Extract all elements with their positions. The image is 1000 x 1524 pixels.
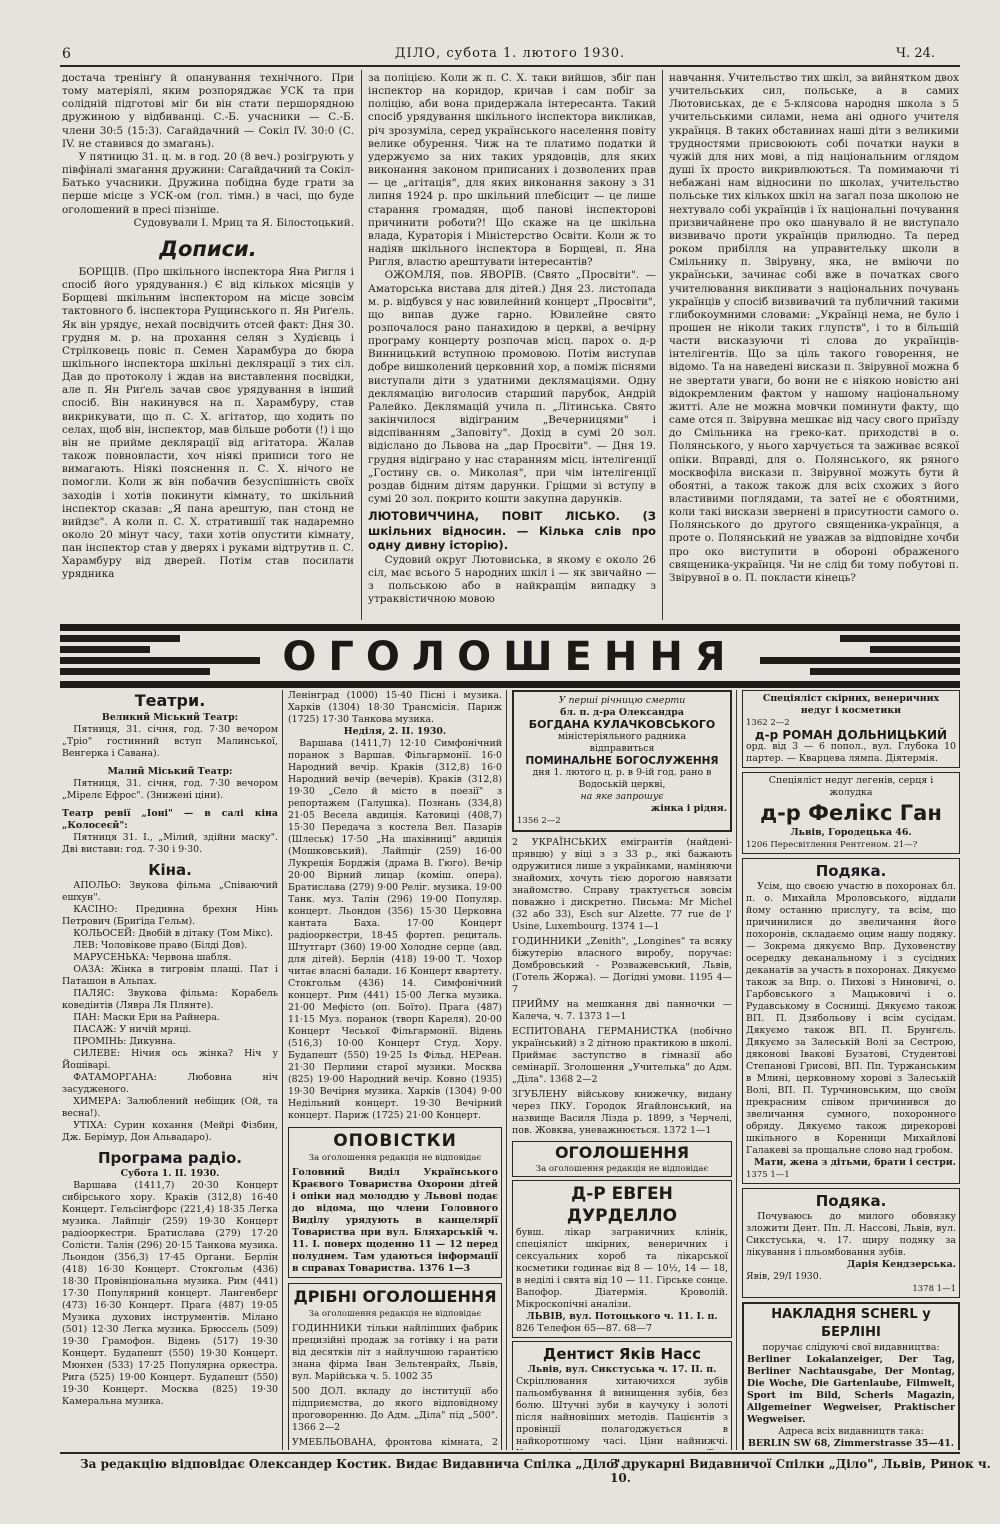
cinema-item: ПАЛЯС: Звукова фільма: Корабель коведінтів (Лявра Ля Плянте). [62,988,278,1011]
memorial-line: жінка і рідня. [650,803,727,814]
ad-code: 1206 Пересвітлення Рентгеном. 21—? [746,840,918,850]
memorial-line: дня 1. лютого ц. р. в 9-ій год. рано в Водоській церкві, [532,767,712,790]
sport-paragraph: У пятницю 31. ц. м. в год. 20 (8 веч.) розігрують у півфіналі змагання дружини: Сагайдачний та Сокіл-Батько учасники. Дружина побідна буде грати за перше місце з УСК-ом (гол. тімн.) в часі, що буде оголошений в пресі пізніше. [62,150,354,216]
dentist-ad [512,1341,732,1450]
memorial-line: на яке запрошує [580,791,664,802]
theatre-program: Пятниця, 31. січня, год. 7·30 вечором „Мірелє Ефрос". (Знижені ціни). [62,778,278,801]
doctor-ad [742,690,960,768]
doctor-ad [512,1180,732,1338]
memorial-line: міністеріяльного радника [557,731,687,742]
cinema-item: ОАЗА: Жінка в тигровім плащі. Пат і Паташон в Альпах. [62,964,278,987]
notice-text: Головний Виділ Українського Краєвого Товариства Охорони дітей і опіки над молоддю у Львові подає до відома, що члени Головного Виділу урядують в канцелярії Товариства при вул. Бляхарській ч. 11. І. поверх щоденно 11 — 12 перед полуднем. Там удаються інформації в справах Товариства. 1376 1—3 [292,1167,498,1274]
issue-number: Ч. 24. [896,46,935,61]
publisher-text: поручає слідуючі свої видавництва: [762,1342,940,1353]
doctor-specialty: Спеціяліст скірних, венеричних недуг і косметики [762,693,940,716]
ad-code: 1356 2—2 [517,816,561,826]
column-divider [282,690,283,1450]
ads-column-2 [288,690,502,1450]
classified-ad: УМЕБЛЬОВАНА, фронтова кімната, 2 [292,1437,498,1448]
doctor-name: Д-Р ЕВГЕН ДУРДЕЛЛО [566,1184,678,1226]
thanks-text: Почуваюсь до милого обовязку зложити Дент. Пп. Л. Нассові, Львів, вул. Сикстуська, ч. 17. щиру подяку за лікування і пльомбовання зубів. [746,1211,956,1258]
doctor-name: д-р Фелікс Ган [760,801,942,825]
cinema-item: ЛЕВ: Чоловікове право (Білді Дов). [73,940,248,951]
column-1 [62,72,354,620]
header-rule [60,65,960,67]
banner-title: ОГОЛОШЕННЯ [282,634,738,680]
section-heading: Дописи. [159,236,257,261]
article-continued: за поліцією. Коли ж п. С. Х. таки вийшов, збіг пан інспектор на коридор, кричав і сам побіг за поліцію, аби вона придержала інтересанта. Такий спосіб урядування шкільного інспектора викликав, річ зрозуміла, серед українського населення повіту велике обурення. Чиж на те платимо податки й удержуємо за них таких урядовців, для яких виконання законом приписаних і дозволених прав — це „агітація", для яких виконання закону з 31 липня 1924 р. про шкільний плебісцит — це лише старання громадян, щоб панові інспекторові причинити роботи?! Що скаже на це шкільна влада, Кураторія і Міністерство Освіти. Коли ж то надіяв шкільного інспектора в Борщеві, п. Яна Ригля, властю арештувати інтересантів? [368,72,656,269]
memorial-line: бл. п. д-ра Олександра [560,707,684,718]
ads-disclaimer: За оголошення редакція не відповідає [535,1164,709,1174]
theatres-heading: Театри. [134,691,206,710]
thanks-heading: Подяка. [815,1192,887,1210]
memorial-line: відправиться [589,743,655,754]
radio-program: Ленінград (1000) 15·40 Пісні і музика. Харків (1304) 18·30 Трансмісія. Париж (1725) 17·30 Танкова музика. [288,690,502,725]
radio-date: Субота 1. II. 1930. [120,1168,220,1179]
classifieds-disclaimer: За оголошення редакція не відповідає [308,1309,482,1319]
classifieds-box [288,1283,502,1450]
ad-code: 1378 1—1 [912,1284,956,1294]
classified-ad: ЗГУБЛЕНУ військову книжечку, видану через ПКУ. Городок Ягайлонський, на назвище Василя Лізда р. 1899, з Черчелі, пов. Жовква, уневажнюється. 1372 1—1 [512,1089,732,1136]
publisher-address: BERLIN SW 68, Zimmerstrasse 35—41. [747,1438,955,1449]
publisher-text: Адреса всіх видавництв така: [778,1426,924,1437]
article-continued: навчання. Учительство тих шкіл, за вийнятком двох учительських сил, польське, а в самих Лютовиськах, де є 5-клясова народня школа з 5 учительськими силами, нема ані одного учителя українця. В таких обставинах наші діти з великими трудностями присвоюють собі початки науки в чужій для них мові, а під національним оглядом душі їх просто викривлюються. Та помимаючи ті небажані нам відносини по школах, учительство польське тих кількох шкіл на загал поза школою не нехтувало собі українців і їх національні почування призвичайнене про око шанувало й не виступало визвивачо проти українців прилюдно. Та перед роком прибілля на управительку школи в Смільнику п. Звірувну, яка, не вміючи по українськи, зачинає собі вже в початках свого учителювання викпивати з національних почувань українців у спосіб визвивачий та публичний такими глибокоумними словами: „Українці нема, не було і прошен не ніколи таких глупств", і то в більшій части висказуючи ті слова до українців-інтелігентів. Що за ціль такого говорення, не відомо. Та на наведені вискази п. Звірувної можна б не звертати уваги, бо вони не є ніякою новістю ані відокремленим фактом у нашому національному житті. Але не можна мовчки поминути факту, що саме отся п. Звірувна мешкає від часу свого приїзду до Смільника на греко-кат. приходстві в о. Полянського, у нього харчується та заживає всякої опіки. Вправді, для о. Полянського, як ряного москвофіла вискази п. Звірувної можуть бути й обоятні, а також також для всіх схожих з його властивими поглядами, та затеї не є обоятними, коли такі вискази звернені в присутности самого о. Полянського до другого священика-українця, а проте о. Полянський не уважав за відповідне хочби про око виступити в обороні ображеного священика-українця. Чи не слід би тому побутові п. Звірувної в о. П. покласти кінець? [669,72,959,584]
cinema-item: АПОЛЬО: Звукова фільма „Співаючий ешхун". [62,880,278,903]
doctor-name: д-р РОМАН ДОЛЬНИЦЬКИЙ [754,728,948,742]
page-number: 6 [62,46,71,62]
cinema-item: КОЛЬОСЕЙ: Двобій в дітаку (Том Мікс). [73,928,274,939]
cinema-item: ФАТАМОРГАНА: Любовна ніч засудженого. [62,1072,278,1095]
doctor-details: бувш. лікар заграничних клінік, спеціяліст шкірних, венеричних і сексуальних хороб та лікарської косметики годинає від 8 — 10½, 14 — 18, в неділі і свята від 10 — 11. Гірське сонце. Вапофор. Діатермія. Кроволій. Мікроскопічні аналізи. [516,1227,728,1310]
doctor-specialty: Спеціяліст недуг легенів, серця і жолудка [768,775,934,798]
thanks-signature: Мати, жена з дітьми, брати і сестри. [754,1157,956,1168]
doctor-address: Львів, Городецька 46. [790,827,912,838]
notices-disclaimer: За оголошення редакція не відповідає [308,1153,482,1163]
article-lutovychchyna: Судовий округ Лютовиська, в якому є около 26 сіл, має всього 5 народних шкіл і — як звичайно — з польською або в найкращім випадку з утраквістичною мовою [368,553,656,606]
ads-column-1 [62,690,278,1450]
dentist-name: Дентист Яків Насс [543,1345,701,1364]
cinema-item: ХИМЕРА: Залюблений небіщик (Ой, та весна!). [62,1096,278,1119]
sport-paragraph: достача тренінґу й опанування технічного. При тому матеріялі, яким розпоряджає УСК та при солідній підготові міг би він стати першорядною дружиною у відбиванці. С.-Б. учасники — С.-Б. члени 30:5 (15:3). Сагайдачний — Сокіл IV. 30:0 (С. IV. не ставився до змагань). [62,72,354,150]
radio-program: Варшава (1411,7) 20·30 Концерт сибірського хору. Краків (312,8) 16·40 Концерт. Гельсінгфорс (221,4) 18·35 Легка музика. Лайпціг (259) 19·30 Концерт радіооркестри. Братислава (279) 17·20 Солісти. Талін (296) 20·15 Танкова музика. Льондон (356,3) 17·45 Органи. Берлін (418) 16·30 Концерт. Стокгольм (436) 18·30 Провінціональна музика. Рим (441) 17·30 Популярний концерт. Лангенберг (473) 16·30 Концерт. Прага (487) 19·05 Музика духових інструментів. Мілано (501) 12·30 Легка музика. Брюссель (509) 19·30 Грамофон. Відень (517) 19·30 Концерт. Будапешт (550) 19·30 Концерт. Мюнхен (533) 17·25 Популярна оркестра. Рига (525) 19·00 Концерт. Будапешт (550) 19·30 Концерт. Москва (825) 19·30 Камеральна музика. [62,1180,278,1407]
radio-heading: Програма радіо. [97,1149,243,1167]
classifieds-heading: ДРІБНІ ОГОЛОШЕННЯ [293,1287,497,1306]
footer-printer: З друкарні Видавничої Спілки „Діло", Львів, Ринок ч. 10. [610,1457,991,1485]
thanks-date: Явів, 29/І 1930. [746,1271,822,1282]
theatre-name: Великий Міський Театр: [101,712,239,723]
footer-rule [60,1452,960,1454]
column-divider [361,70,362,620]
memorial-line: ПОМИНАЛЬНЕ БОГОСЛУЖЕННЯ [525,755,719,767]
referees-line: Судовували І. Мриц та Я. Білостоцький. [133,216,354,229]
theatre-program: Пятниця, 31. січня, год. 7·30 вечором „Тріо" гостинний вступ Малинської, Венгерка і Савана). [62,724,278,759]
ads-banner [60,624,960,688]
ad-code: 1375 1—1 [746,1170,790,1180]
column-3 [669,72,959,620]
article-borshchiv: БОРЩІВ. (Про шкільного інспектора Яна Ригля і спосіб його урядування.) Є від кількох місяців у Борщеві шкільним інспектором на місце зовсім тактовного б. інспектора Рущинського п. Ян Риґель. Як він урядує, нехай посвідчить отсей факт: Дня 30. грудня м. р. на прохання селян з Худієвць і Стрілковець повіс п. Семен Харамбура до бюра шкільного інспектора шкільні деклярації з тих сіл. Дав до протоколу і ждав на виставлення посвідки, але п. Ян Риґель зачав своє урядування в інший спосіб. Він накинувся на п. Харамбуру, став викрикувати, що п. С. Х. агітатор, що ходить по селах, щоб він, інспектор, мав більше роботи (!) і що він не прийме деклярації від агітатора. Жалав також повновласти, хоч ніякі приписи того не вимагають. Ніякі пояснення п. С. Х. нічого не помогли. Коли ж він побачив безуспішність своїх заходів і хотів покинути кімнату, то шкільний інспектор сказав: „Я пана арештую, пан стонд не вийдзє". А коли п. С. Х. стратившії так надаремно около 20 мінут часу, тахи хотів опустити кімнату, пан інспектор став у дверях і руками відтрутив п. С. Харамбуру від дверей. Потім став посилати урядника [62,265,354,581]
ads-column-3 [512,690,732,1450]
cinema-item: ПРОМІНЬ: Дикунна. [73,1036,176,1047]
classified-ad: 500 ДОЛ. вкладу до інституції або підприємства, до якого відповідному проговоренню. До Адм. „Діла" під „500". 1366 2—2 [292,1386,498,1433]
footer-editor: За редакцію відповідає Олександер Костик. Видає Видавнича Спілка „Діло". [80,1457,625,1471]
thanks-text: Усім, що своєю участю в похоронах бл. п. о. Михайла Мроловського, віддали йому останню прислугу, та всім, що причинилися до звеличання його похоронів, складаємо оцим нашу подяку. — Зокрема дякуємо Впр. Духовенству осередку деканальному і з сусідних деканатів за участь в похоронах. Дякуємо також за Впр. о. Пихові з Ниновичі, о. Гарбовського з Мацьковичі і о. Рудавському в Соснищі. Дякуємо також ВП. П. Дзябольову і всім сусідам. Дякуємо також ВП. П. Брунгєль. Дякуємо за Залеській Волі за Сестрою, дяконові Івакові Бузатові, Студентові Степанові Грисові, ВП. Пп. Туржанським в Млині, церковному хорові з Залеській Волі, ВП. П. Турчиновським, що своїм прекрасним співом причинився до звеличання сумного, похоронного обряду. Дякуємо також дирекорові шкільного в Кореници Михайлові Галакеві за прощальне слово над гробом. [746,881,956,1156]
thanks-notice [742,858,960,1184]
memorial-line: У перші річницю смерти [558,695,686,706]
theatre-name: Театр ревії „Іоні" — в салі кіна „Колосеєй": [62,808,278,831]
notices-box [288,1127,502,1278]
column-divider [506,690,507,1450]
cinema-item: МАРУСЕНЬКА: Червона шабля. [73,952,232,963]
ads-box [512,1141,732,1177]
thanks-signature: Дарія Кендзерська. [846,1259,956,1270]
column-2 [368,72,656,620]
thanks-notice [742,1188,960,1298]
cinema-item: ПАН: Маски Ери на Райнера. [73,1012,220,1023]
article-heading: ЛЮТОВИЧЧИНА, ПОВІТ ЛІСЬКО. (З шкільних відносин. — Кілька слів про одну дивну історію). [368,509,656,553]
publisher-ad [742,1302,960,1450]
notices-heading: ОПОВІСТКИ [333,1131,457,1151]
classified-ad: ПРИЙМУ на мешкання дві панночки — Калеча, ч. 7. 1373 1—1 [512,999,732,1022]
publisher-heading: НАКЛАДНЯ SCHERL у БЕРЛІНІ [771,1307,931,1340]
cinemas-heading: Кіна. [148,861,192,879]
cinema-item: ПАСАЖ: У ничій мряці. [73,1024,192,1035]
radio-program: Варшава (1411,7) 12·10 Симфонічний поранок з Варшав. Фільгармонії. 16·0 Народний вечір. Краків (312,8) 16·0 Народний вечір (вечерів). Краків (312,8) 19·30 „Село й місто в поезії" з репортажем (Галушка). Познань (334,8) 21·05 Весела авдиція. Катовиці (408,7) 15·30 Передача з костела Вел. Пазарів (Шлеськ) 17·50 „На шахівниці" авдиція (Мошковський). Лайпціг (259) 16·00 Лукреція Борджія (драма В. Гюго). Вечір 20·00 Вірний лицар (коміш. опера). Братислава (279) 9·00 Реліг. музика. 19·00 Танк. муз. Талін (296) 19·00 Популяр. концерт. Льондон (356) 15·30 Церковна кантата Баха. 17·00 Концерт радіооркестри, 18·45 фортеп. рециталь. Штутгарт (360) 19·00 Холодне серце (авд. для дітей). Берлін (418) 19·00 Т. Чохор читає власні балади. 16 Концерт квартету. Стокгольм (436) 14. Симфонічний концерт. Рим (441) 15·00 Легка музика. 21·00 Мефісто (оп. Боїто). Прага (487) 11·15 Муз. поранок (творп Кареля). 20·00 Концерт Чеської Фільгармонії. Відень (516,3) 10·00 Концерт Студ. Хору. Будапешт (550) 19·25 Із Фільд. НЕРеан. 21·30 Перлини старої музики. Москва (825) 19·00 Народний вечір. Ковно (1935) 19·30 Вечірня музика. Харків (1304) 9·00 Недільний концерт. 19·30 Вечірний концерт. Париж (1725) 21·00 Концерт. [288,738,502,1121]
column-divider [736,690,737,1450]
doctor-details: орд. від 3 — 6 попол., вул. Глубока 10 партер. — Кварцева лямпа. Діятермія. [746,741,956,764]
radio-date: Неділя, 2. II. 1930. [343,726,447,737]
masthead: ДІЛО, субота 1. лютого 1930. [394,46,626,61]
dentist-details: Скріплювання хитаючихся зубів пальомбування й винищення зубів, без болю. Штучні зуби в каучуку і золоті після найновіших методів. Пацієнтів з провінції полагоджується в найкоротшому часі. Ціни найнижчі. [516,1376,728,1448]
memorial-notice [512,690,732,832]
memorial-name: БОГДАНА КУЛАЧКОВСЬКОГО [528,718,716,731]
publisher-list: Berliner Lokalanzeiger, Der Tag, Berliner Nachtausgabe, Der Montag, Die Woche, Die Gartenlaube, Filmwelt, Sport im Bild, Scherls Magazin, Allgemeiner Wegweiser, Praktischer Wegweiser. [747,1354,955,1425]
cinema-item: СИЛЕВЕ: Нічия ось жінка? Ніч у Йошіварі. [62,1048,278,1071]
theatre-program: Пятниця 31. І., „Мілий, здійни маску". Дві вистави: год. 7·30 і 9·30. [62,832,278,855]
article-ozhomlia: ОЖОМЛЯ, пов. ЯВОРІВ. (Свято „Просвіти". — Аматорська вистава для дітей.) Дня 23. листопада м. р. відбувся у нас ювилейний концерт „Просвіти", що випав дуже гарно. Ювилейне свято розпочалося рано панахидою в церкві, а вечірну програму концерту розпочав місц. парох о. д-р Винницький вступною промовою. Потім виступав добре вишколений церковний хор, а поміж піснями виступали діти з удатними деклямаціями. Одну деклямацію виголосив старший парубок, Андрій Ралейко. Деклямацій учила п. „Літинська. Свято закінчилося відіграним „Вечерницями" і відспіванням „Заповіту". Дохід в сумі 20 зол. відіслано до Львова на „дар Просвіти". — Дня 19. грудня відіграно у нас старанням місц. інтелігенції „Гостину св. о. Миколая", при чім інтелігенції роздав бідним дітям дарунки. Гріщми зі вступу в сумі 20 зол. покрито кошти закупна дарунків. [368,269,656,505]
classified-ad: 2 УКРАЇНСЬКИХ емігрантів (найдені-прявцю) у віці з з 33 р., які бажають одружитися лише з українками, наміняючи знайомих, хочуть тією дорогою навязати знайомство. Справу трактується зовсім поважно і дискретно. Письма: Mr Michel (32 або 33), Esch sur Alzette. 77 rue de l' Usine, Luxembourg. 1374 1—1 [512,837,732,932]
dentist-address: Львів, вул. Сикстуська ч. 17. II. п. [527,1364,717,1376]
thanks-heading: Подяка. [815,862,887,880]
cinema-item: УТІХА: Сурин кохання (Мейрі Фізбин, Дж. Берімур, Дон Альвадаро). [62,1120,278,1143]
doctor-address: ЛЬВІВ, вул. Потоцького ч. 11. І. п. [526,1311,718,1322]
classified-ad: ГОДИННИКИ „Zenith", „Longines" та всяку біжутерію власного виробу, поручає: Домбровський - Розважевський, Львів, (Готель Жоржа). — Догідні умови. 1195 4—7 [512,936,732,995]
cinema-item: КАСІНО: Предивна брехня Нінь Петрович (Бриґіда Гельм). [62,904,278,927]
ads-column-4 [742,690,960,1450]
doctor-ad [742,772,960,854]
theatre-name: Малий Міський Театр: [107,766,233,777]
classified-ad: ЕСПИТОВАНА ГЕРМАНИСТКА (побічно український) з 2 дітною практикою в школі. Приймає заступство в гімназії або семінарії. Зголошення „Учителька" до Адм. „Діла". 1368 2—2 [512,1026,732,1085]
classified-ad: ГОДИННИКИ тільки найліпших фабрик прецизійні продаж за готівку і на рати від десятків літ з найлучшою гарантією знана фірма Іван Зельтенрайх, Львів, вул. Марійська ч. 5. 1002 35 [292,1323,498,1382]
ads-heading: ОГОЛОШЕННЯ [554,1143,690,1162]
doctor-phone: 826 Телефон 65—87. 68—7 [516,1323,652,1334]
ad-code: 1362 2—2 [746,718,790,728]
cinema-list [62,880,278,1144]
column-divider [662,70,663,620]
